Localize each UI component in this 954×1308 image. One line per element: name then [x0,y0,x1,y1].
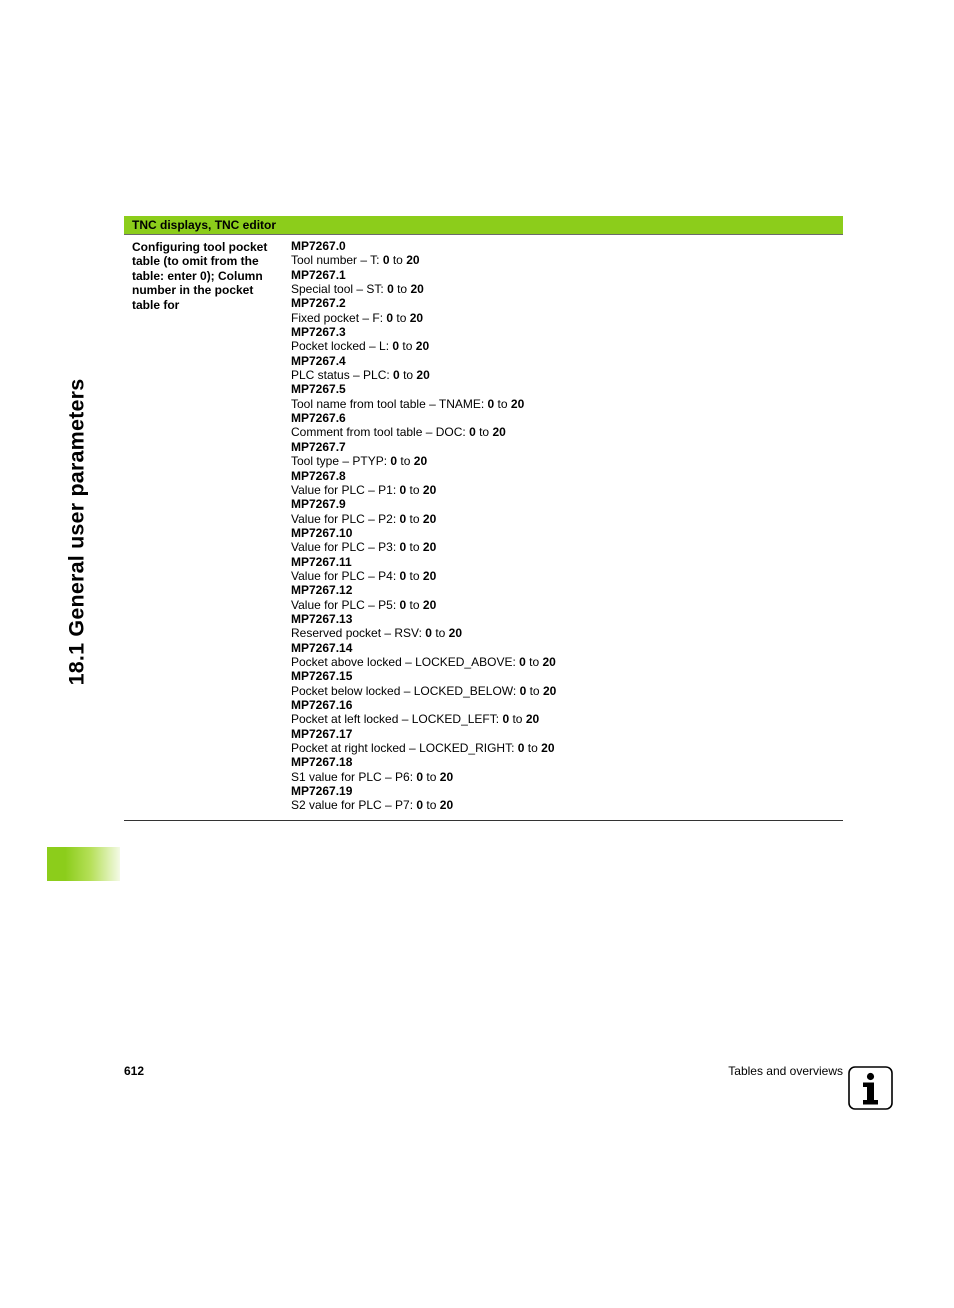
range-max: 20 [542,683,557,698]
range-separator: to [393,282,411,297]
parameter-code: MP7267.14 [291,640,353,655]
parameter-desc-text: Value for PLC – P1: [291,482,400,497]
parameter-desc-text: Pocket above locked – LOCKED_ABOVE: [291,654,520,669]
range-min: 0 [390,454,398,469]
range-max: 20 [492,425,506,440]
range-min: 0 [399,482,407,497]
parameter-description [291,540,836,554]
range-min: 0 [399,597,407,612]
parameter-list [291,239,836,813]
parameter-description [291,626,836,640]
parameter-code: MP7267.8 [291,468,346,483]
range-separator: to [509,712,526,727]
table-header-text: TNC displays, TNC editor [132,218,277,232]
parameter-code: MP7267.12 [291,583,353,598]
parameter-code: MP7267.11 [291,554,352,569]
range-max: 20 [422,597,437,612]
range-max: 20 [413,454,428,469]
range-max: 20 [510,396,525,411]
range-max: 20 [409,310,424,325]
range-separator: to [524,741,542,756]
parameter-code: MP7267.7 [291,439,346,454]
range-min: 0 [399,511,407,526]
parameter-code: MP7267.19 [291,784,353,799]
parameter-description [291,598,836,612]
range-max: 20 [525,712,540,727]
parameter-desc-text: Value for PLC – P5: [291,597,400,612]
parameter-description [291,311,836,325]
parameter-desc-text: Fixed pocket – F: [291,310,387,325]
parameter-code: MP7267.2 [291,296,346,311]
range-separator: to [406,482,423,497]
parameter-code: MP7267.3 [291,325,346,340]
range-separator: to [423,769,440,784]
range-separator: to [526,683,543,698]
range-min: 0 [416,798,424,813]
range-max: 20 [439,798,454,813]
range-max: 20 [416,368,430,383]
parameter-desc-text: Tool number – T: [291,253,383,268]
table-header [124,216,843,235]
range-min: 0 [399,540,407,555]
parameter-code: MP7267.4 [291,353,346,368]
parameter-code: MP7267.15 [291,669,353,684]
range-max: 20 [439,769,454,784]
parameter-desc-text: S1 value for PLC – P6: [291,769,417,784]
range-min: 0 [425,626,432,641]
range-separator: to [494,396,511,411]
parameter-desc-text: Value for PLC – P2: [291,511,400,526]
range-separator: to [423,798,440,813]
range-separator: to [406,568,423,583]
parameter-desc-text: Value for PLC – P3: [291,540,400,555]
parameter-desc-text: Pocket at right locked – LOCKED_RIGHT: [291,741,518,756]
parameter-description [291,339,836,353]
range-separator: to [397,454,414,469]
parameter-desc-text: Tool name from tool table – TNAME: [291,396,488,411]
range-min: 0 [416,769,424,784]
page-number: 612 [124,1064,145,1078]
parameter-desc-text: Pocket below locked – LOCKED_BELOW: [291,683,520,698]
range-separator: to [406,597,423,612]
parameter-description [291,798,836,812]
chapter-tab-marker [47,847,120,881]
range-separator: to [389,253,407,268]
range-max: 20 [410,282,424,297]
range-separator: to [393,310,410,325]
parameter-desc-text: Comment from tool table – DOC: [291,425,470,440]
parameter-desc-text: PLC status – PLC: [291,368,394,383]
range-min: 0 [387,282,394,297]
parameter-desc-text: Reserved pocket – RSV: [291,626,426,641]
range-min: 0 [386,310,394,325]
parameter-description [291,454,836,468]
parameter-description [291,253,836,267]
range-min: 0 [517,741,525,756]
range-max: 20 [541,741,555,756]
chapter-title-text: 18.1 General user parameters [64,378,89,686]
range-min: 0 [502,712,510,727]
parameter-code: MP7267.1 [291,267,346,282]
range-min: 0 [399,568,407,583]
parameter-code: MP7267.0 [291,239,346,253]
parameter-description [291,483,836,497]
parameter-code: MP7267.16 [291,698,353,712]
parameter-description [291,569,836,583]
parameter-description [291,741,836,755]
range-max: 20 [422,568,437,583]
parameter-desc-text: Pocket at left locked – LOCKED_LEFT: [291,712,503,727]
parameter-code: MP7267.18 [291,755,353,770]
range-max: 20 [406,253,420,268]
parameter-desc-text: Tool type – PTYP: [291,454,391,469]
parameter-description [291,282,836,296]
parameter-label: Configuring tool pocket table (to omit from the table: enter 0); Column number in the pocket table for [132,240,268,312]
parameter-description [291,684,836,698]
parameter-description [291,397,836,411]
table-bottom-rule [124,820,843,821]
parameter-code: MP7267.13 [291,611,353,626]
range-max: 20 [422,482,437,497]
info-icon [848,1066,893,1110]
parameter-description [291,655,836,669]
parameter-description [291,368,836,382]
range-separator: to [406,540,423,555]
footer-section-title: Tables and overviews [728,1064,843,1078]
parameter-description [291,512,836,526]
range-min: 0 [519,654,526,669]
range-max: 20 [542,654,556,669]
range-separator: to [431,626,449,641]
range-separator: to [399,368,417,383]
parameter-code: MP7267.5 [291,382,346,397]
range-min: 0 [382,253,390,268]
range-max: 20 [422,540,437,555]
parameter-code: MP7267.6 [291,411,346,426]
range-min: 0 [519,683,527,698]
range-min: 0 [392,339,400,354]
parameter-code: MP7267.17 [291,726,353,741]
range-min: 0 [393,368,400,383]
parameter-desc-text: S2 value for PLC – P7: [291,798,417,813]
parameter-desc-text: Pocket locked – L: [291,339,393,354]
range-max: 20 [415,339,430,354]
range-max: 20 [422,511,437,526]
parameter-code: MP7267.10 [291,525,353,540]
parameter-description [291,770,836,784]
range-separator: to [525,654,543,669]
range-min: 0 [487,396,495,411]
parameter-code: MP7267.9 [291,497,346,512]
range-separator: to [399,339,416,354]
parameter-desc-text: Value for PLC – P4: [291,568,400,583]
parameter-description [291,425,836,439]
range-separator: to [475,425,493,440]
parameter-description [291,712,836,726]
range-separator: to [406,511,423,526]
range-min: 0 [469,425,476,440]
parameter-desc-text: Special tool – ST: [291,282,388,297]
range-max: 20 [448,626,463,641]
